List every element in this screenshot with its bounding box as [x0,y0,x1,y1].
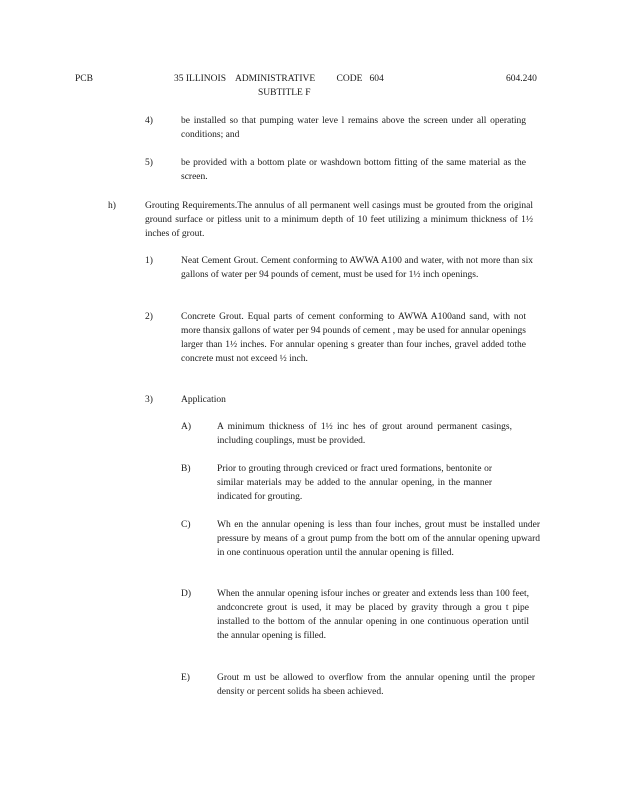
subitem-number: 2) [145,312,153,322]
section-number: h) [108,201,116,211]
subitem-text: Application [181,395,226,405]
app-item-text: Wh en the annular opening is less than four inches, grout must be installed under pressure by means of a grout pump from the bott om of the annular opening upward in one continuous operation until the annular opening is filled. [217,520,540,558]
item-text: be provided with a bottom plate or washdown bottom fitting of the same material as the screen. [181,158,526,182]
app-item-letter: D) [181,589,192,599]
item-number: 5) [145,158,153,168]
header-left: PCB [75,74,93,84]
app-item-text: When the annular opening isfour inches or greater and extends less than 100 feet, andconcrete grout is used, it may be placed by gravity through a grou t pipe installed to the bottom of the annular opening in one continuous operation until the annular opening is filled. [217,589,529,641]
app-item-text: A minimum thickness of 1½ inc hes of grout around permanent casings, including couplings, must be provided. [217,422,512,446]
subitem-number: 3) [145,395,153,405]
item-text: be installed so that pumping water leve l remains above the screen under all operating conditions; and [181,116,526,140]
subitem-text: Concrete Grout. Equal parts of cement conforming to AWWA A100and sand, with not more thansix gallons of water per 94 pounds of cement , may be used for annular openings larger than 1½ inches. For annular opening s greater than four inches, gravel added tothe concrete must not exceed ½ inch. [181,312,526,364]
app-item-letter: B) [181,464,191,474]
app-item-text: Prior to grouting through creviced or fract ured formations, bentonite or similar materials may be added to the annular opening, in the manner indicated for grouting. [217,464,492,502]
section-text: Grouting Requirements.The annulus of all permanent well casings must be grouted from the original ground surface or pitless unit to a minimum depth of 10 feet utilizing a minimum thickness of 1½ inches of grout. [145,201,533,239]
header-right: 604.240 [506,74,537,84]
subitem-text: Neat Cement Grout. Cement conforming to AWWA A100 and water, with not more than six gallons of water per 94 pounds of cement, must be used for 1½ inch openings. [181,256,533,280]
header-center-line1: 35 ILLINOIS ADMINISTRATIVE CODE 604 [174,74,384,84]
subitem-number: 1) [145,256,153,266]
app-item-letter: C) [181,520,191,530]
item-number: 4) [145,116,153,126]
app-item-text: Grout m ust be allowed to overflow from the annular opening until the proper density or percent solids ha sbeen achieved. [217,673,535,697]
app-item-letter: A) [181,422,192,432]
app-item-letter: E) [181,673,190,683]
header-center-line2: SUBTITLE F [258,88,311,98]
